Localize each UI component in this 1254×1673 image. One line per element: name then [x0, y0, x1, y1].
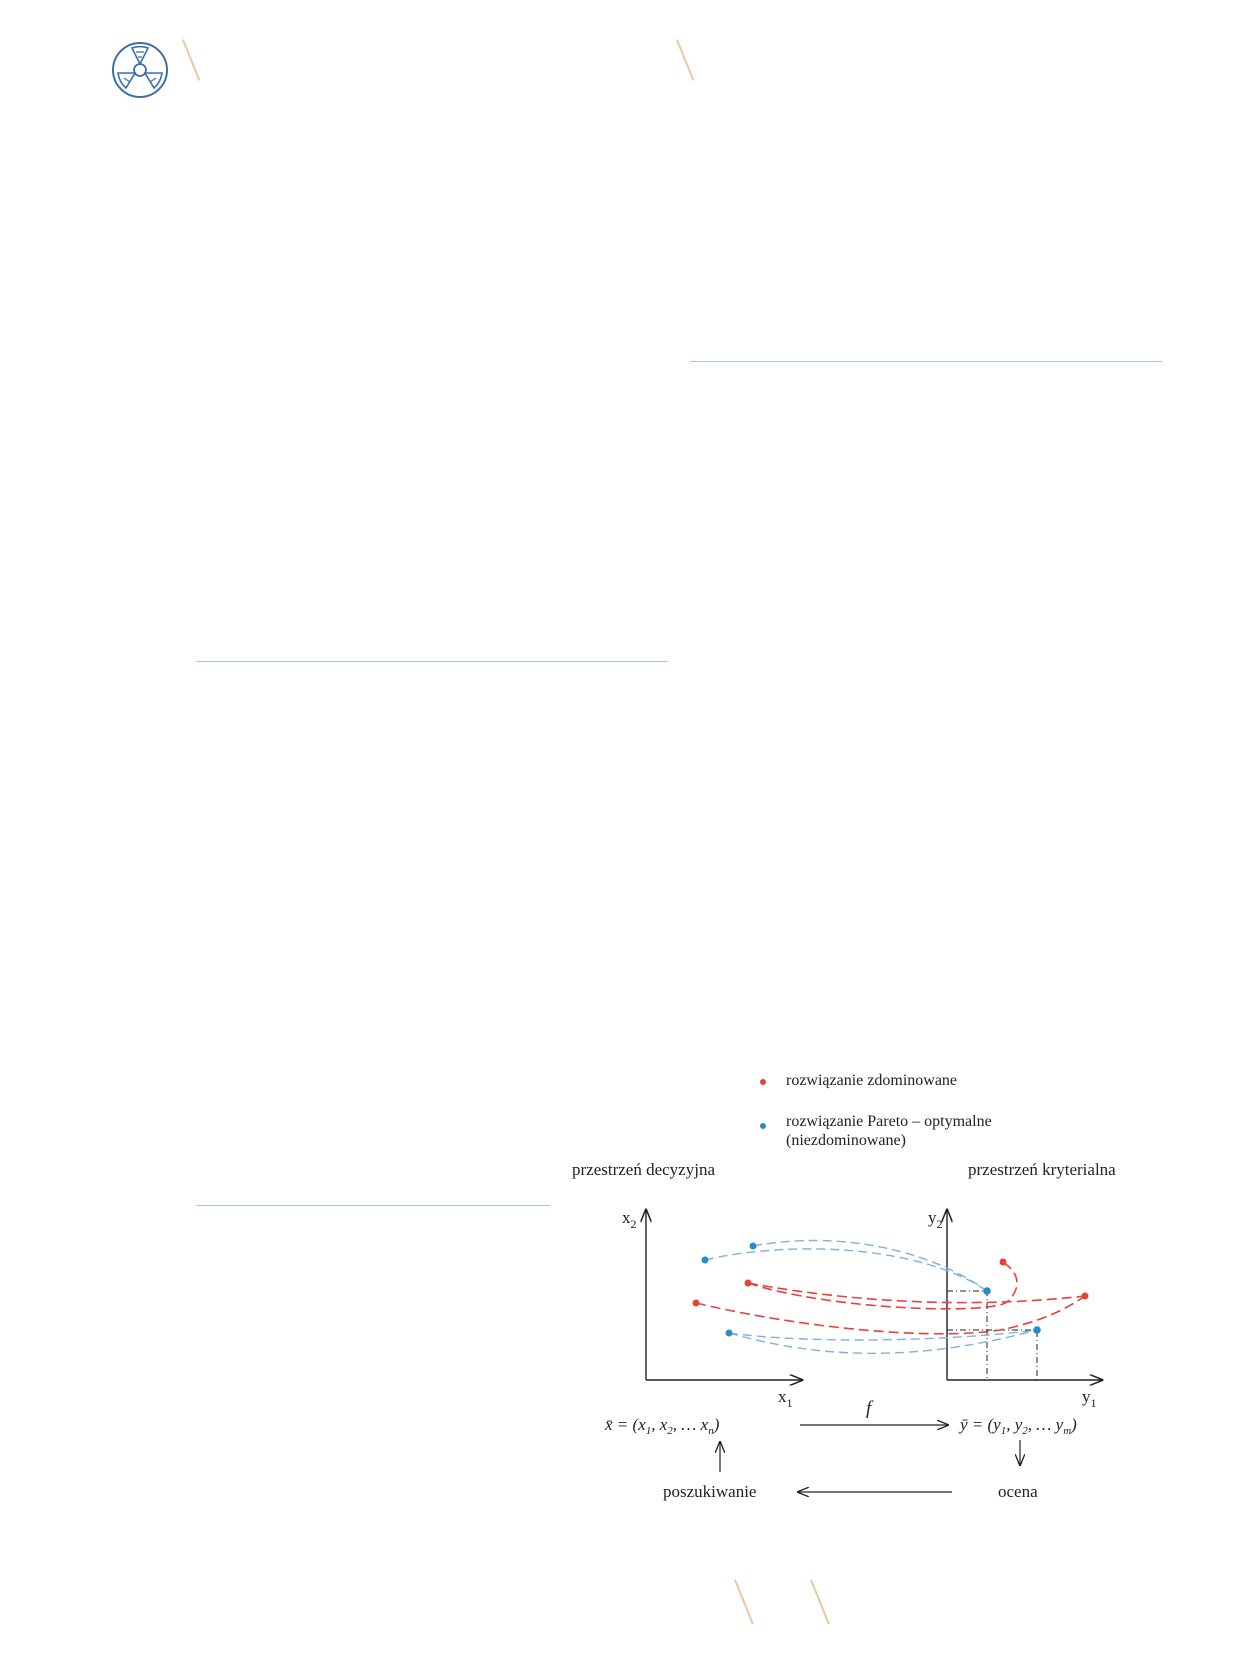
logo-icon — [110, 40, 170, 100]
criterion-point-dominated-1 — [1000, 1259, 1007, 1266]
decision-x-axis-label: $x_1$ — [778, 1387, 793, 1410]
pareto-curve-2 — [729, 1330, 1037, 1353]
pareto-mapping-diagram — [560, 1190, 1170, 1510]
search-label: poszukiwanie — [663, 1482, 757, 1501]
divider-right-column — [690, 361, 1162, 362]
decision-point-pareto-2 — [750, 1243, 757, 1250]
decision-point-dominated-2 — [693, 1300, 700, 1307]
divider-left-column-lower — [196, 1205, 550, 1206]
evaluation-label: ocena — [998, 1482, 1038, 1501]
divider-left-column — [196, 661, 668, 662]
header-slash-right — [676, 39, 694, 81]
legend-pareto-marker — [760, 1123, 766, 1129]
decision-space-title: przestrzeń decyzyjna — [572, 1160, 715, 1179]
decision-y-axis-label: $x_2$ — [622, 1208, 637, 1231]
pareto-curve-1b — [753, 1240, 987, 1291]
mapping-f-label: f — [866, 1398, 872, 1419]
criterion-space-title: przestrzeń kryterialna — [968, 1160, 1116, 1179]
criterion-point-pareto-2 — [1033, 1326, 1041, 1334]
criterion-x-axis-label: $y_1$ — [1082, 1387, 1097, 1410]
decision-point-dominated-1 — [745, 1280, 752, 1287]
footer-slash-right — [810, 1579, 830, 1624]
header-slash-left — [182, 39, 200, 81]
dominated-curve-3 — [748, 1283, 1085, 1303]
criterion-point-pareto-1 — [983, 1287, 991, 1295]
decision-point-pareto-1 — [702, 1257, 709, 1264]
decision-point-pareto-3 — [726, 1330, 733, 1337]
criterion-vector-formula: ȳ = ($y_1$, $y_2$, … $y_m$) — [960, 1415, 1077, 1437]
logo — [110, 40, 170, 100]
legend-dominated-marker — [760, 1079, 766, 1085]
legend-pareto-label: rozwiązanie Pareto – optymalne — [786, 1113, 992, 1130]
legend-pareto-label-cont: (niezdominowane) — [786, 1132, 906, 1149]
criterion-point-dominated-2 — [1082, 1293, 1089, 1300]
footer-slash-left — [734, 1579, 754, 1624]
criterion-y-axis-label: $y_2$ — [928, 1208, 943, 1231]
legend-dominated-label: rozwiązanie zdominowane — [786, 1072, 958, 1089]
decision-vector-formula: x̄ = ($x_1$, $x_2$, … $x_n$) — [605, 1415, 720, 1437]
